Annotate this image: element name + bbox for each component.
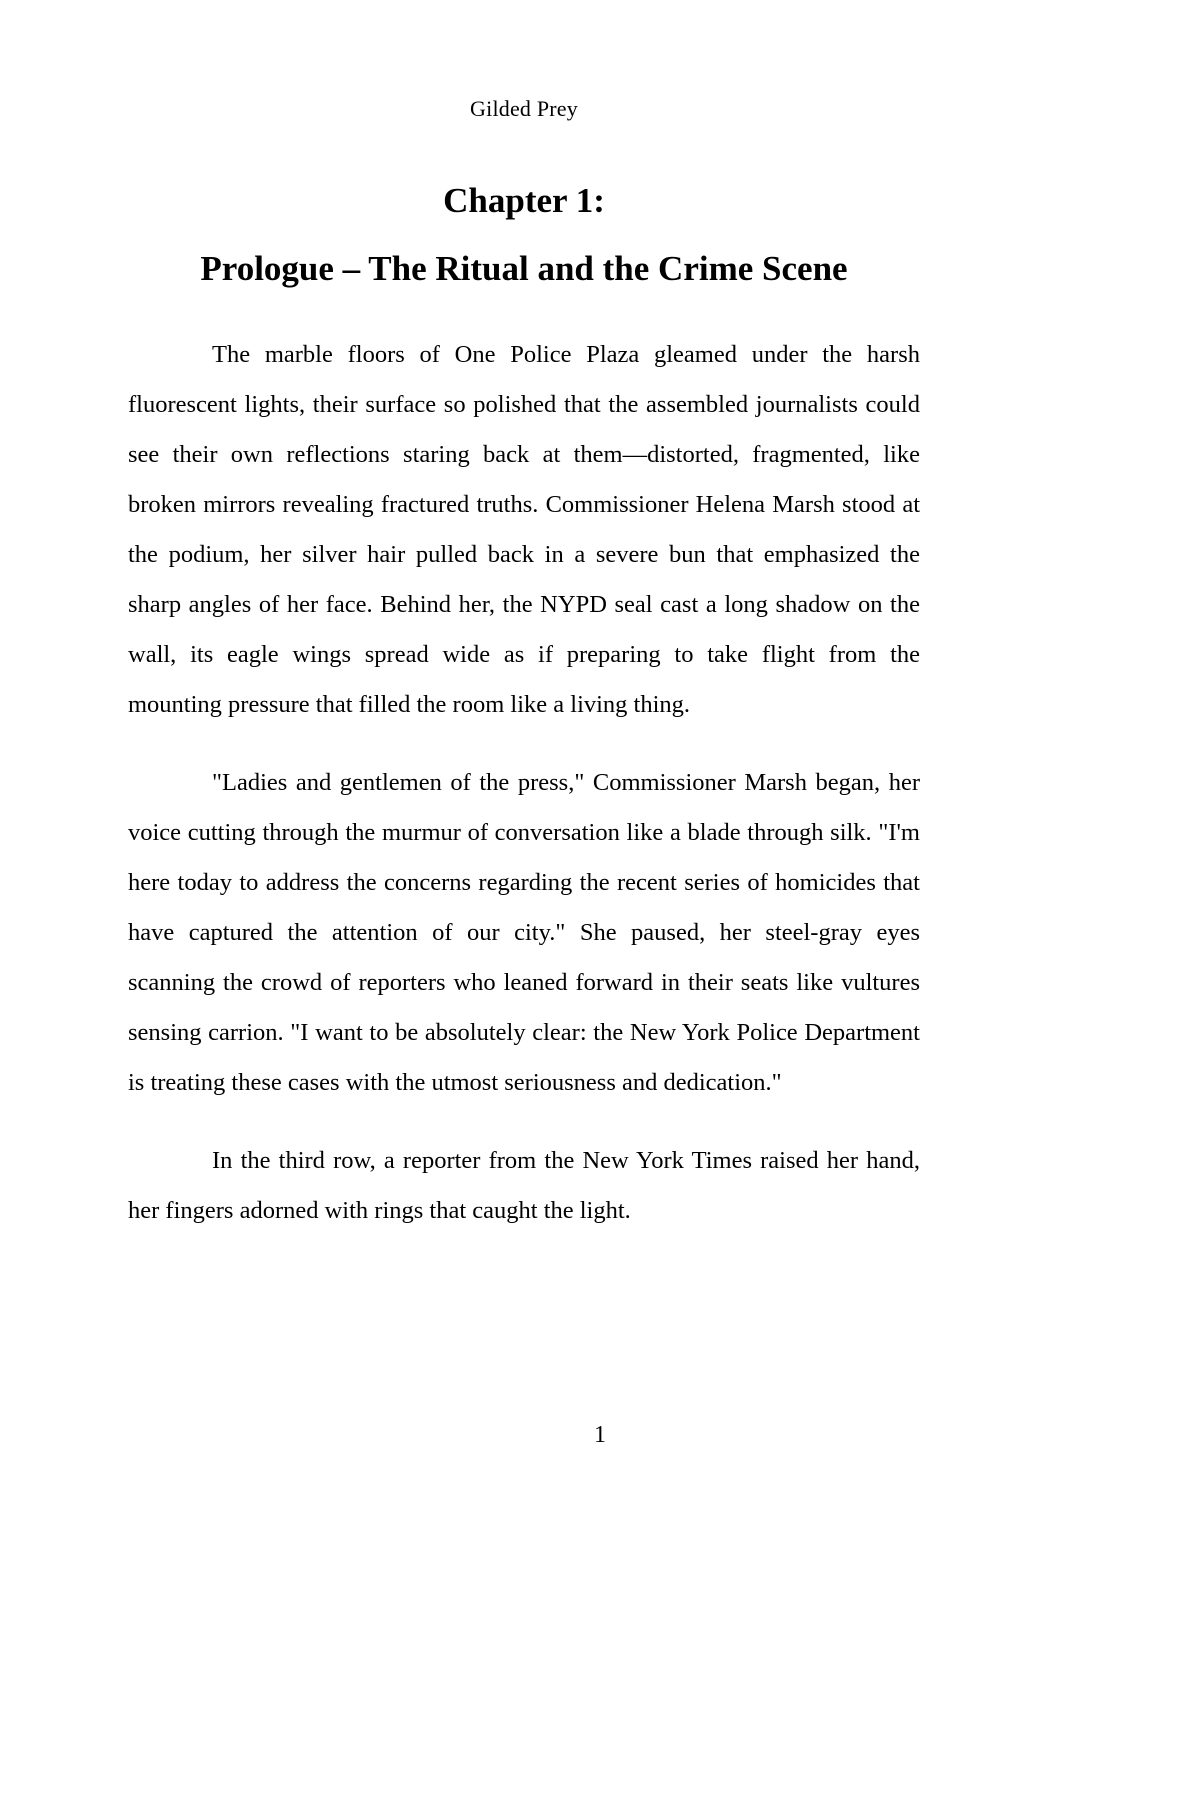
page-number: 1 [594,1422,606,1448]
body-paragraph: The marble floors of One Police Plaza gleamed under the harsh fluorescent lights, their surface so polished that the assembled journalists could see their own reflections staring back at them—distorted, fragmented, like broken mirrors revealing fractured truths. Commissioner Helena Marsh stood at the podium, her silver hair pulled back in a severe bun that emphasized the sharp angles of her face. Behind her, the NYPD seal cast a long shadow on the wall, its eagle wings spread wide as if preparing to take flight from the mounting pressure that filled the room like a living thing. [128,341,920,718]
page-content [128,0,920,1236]
chapter-title: Chapter 1: [443,181,605,220]
running-header: Gilded Prey [470,96,578,121]
body-text [128,290,920,1236]
body-paragraph: In the third row, a reporter from the New York Times raised her hand, her fingers adorned with rings that caught the light. [128,1147,920,1224]
chapter-subtitle: Prologue – The Ritual and the Crime Scene [200,249,848,288]
body-paragraph: "Ladies and gentlemen of the press," Commissioner Marsh began, her voice cutting through the murmur of conversation like a blade through silk. "I'm here today to address the concerns regarding the recent series of homicides that have captured the attention of our city." She paused, her steel-gray eyes scanning the crowd of reporters who leaned forward in their seats like vultures sensing carrion. "I want to be absolutely clear: the New York Police Department is treating these cases with the utmost seriousness and dedication." [128,769,920,1096]
